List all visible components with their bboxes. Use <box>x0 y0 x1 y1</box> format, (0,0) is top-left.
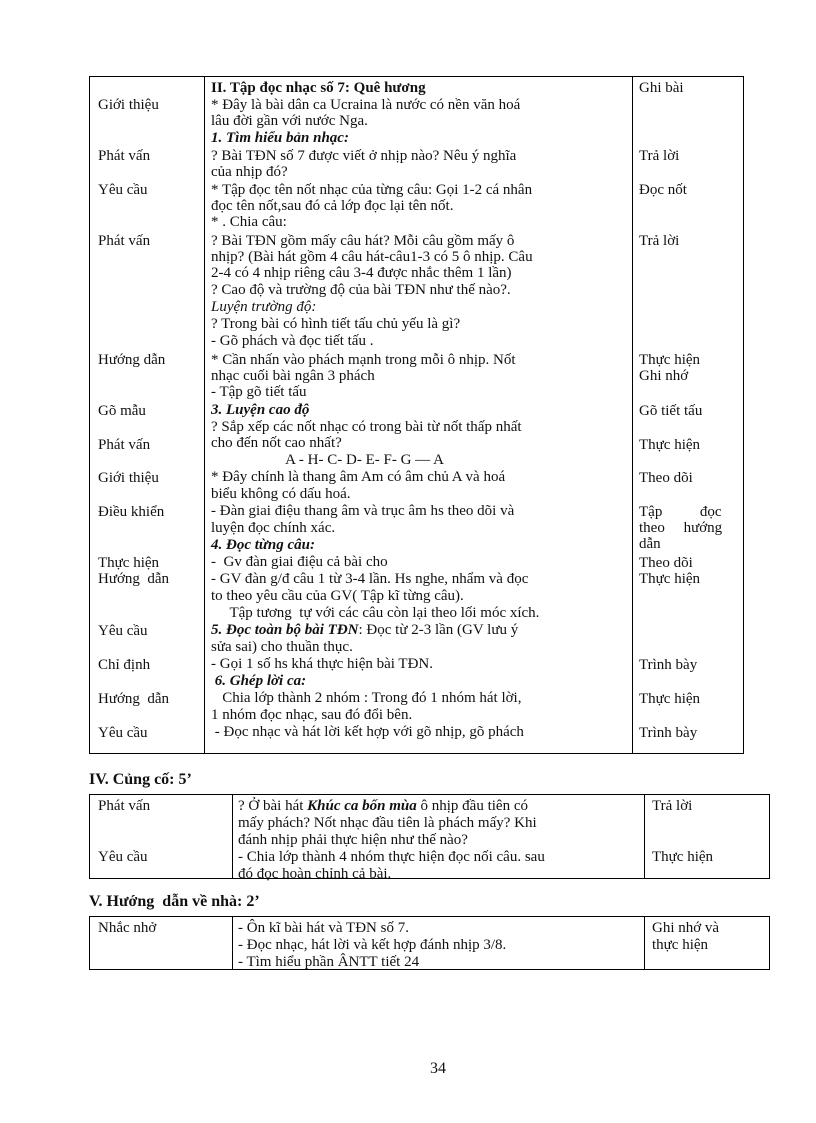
col2-text: - Gõ phách và đọc tiết tấu . <box>211 333 374 349</box>
col2-text: biểu không có dấu hoá. <box>211 486 351 502</box>
col2-text: ? Bài TĐN gồm mấy câu hát? Mỗi câu gồm mấy ô <box>211 233 515 249</box>
col3-text: Ghi bài <box>639 80 684 96</box>
table-divider-2 <box>644 794 645 879</box>
col1-label: Yêu cầu <box>98 725 148 741</box>
col2-text: - GV đàn g/đ câu 1 từ 3-4 lần. Hs nghe, nhẩm và đọc <box>211 571 529 587</box>
col1-label: Phát vấn <box>98 233 151 249</box>
col2-text: Tập tương tự với các câu còn lại theo lối móc xích. <box>211 605 540 621</box>
col2-text: to theo yêu cầu của GV( Tập kĩ từng câu). <box>211 588 464 604</box>
col3-text: Theo dõi <box>639 470 693 486</box>
col1-label: Chỉ định <box>98 657 151 673</box>
col1-label: Giới thiệu <box>98 97 159 113</box>
col2-text: cho đến nốt cao nhất? <box>211 435 342 451</box>
col2-text: Chia lớp thành 2 nhóm : Trong đó 1 nhóm hát lời, <box>211 690 522 706</box>
col2-text: luyện đọc chính xác. <box>211 520 336 536</box>
col2-text-part: ? Ở bài hát <box>238 798 308 814</box>
col2-text: * Tập đọc tên nốt nhạc của từng câu: Gọi 1-2 cá nhân <box>211 182 533 198</box>
col2-text: ? Bài TĐN số 7 được viết ở nhịp nào? Nêu ý nghĩa <box>211 148 517 164</box>
table-border-left <box>89 916 90 970</box>
col3-text: thực hiện <box>652 937 709 953</box>
col2-text: của nhịp đó? <box>211 164 288 180</box>
col1-label: Hướng dẫn <box>98 691 170 707</box>
table-border-top <box>89 916 770 917</box>
col2-text: ? Sắp xếp các nốt nhạc có trong bài từ nốt thấp nhất <box>211 419 522 435</box>
col3-text: Thực hiện <box>639 437 701 453</box>
col3-text: Gõ tiết tấu <box>639 403 703 419</box>
col2-text-mixed <box>238 798 528 814</box>
col2-text: đánh nhịp phải thực hiện như thế nào? <box>238 832 468 848</box>
col1-label: Hướng dẫn <box>98 571 170 587</box>
col3-text: Theo dõi <box>639 555 693 571</box>
col3-text: Ghi nhớ <box>639 368 689 384</box>
pitch-scale: A - H- C- D- E- F- G — A <box>211 452 444 468</box>
col1-label: Yêu cầu <box>98 849 148 865</box>
col2-text: đọc tên nốt,sau đó cả lớp đọc lại tên nốt. <box>211 198 454 214</box>
col3-text: Trả lời <box>639 233 680 249</box>
col2-text: - Đàn giai điệu thang âm và trục âm hs theo dõi và <box>211 503 515 519</box>
section-heading-homework: V. Hướng dẫn về nhà: 2’ <box>89 893 260 910</box>
table-border-left <box>89 794 90 879</box>
col2-text: - Tập gõ tiết tấu <box>211 384 307 400</box>
col2-text: - Đọc nhạc, hát lời và kết hợp đánh nhịp 3/8. <box>238 937 507 953</box>
section-subheading: 4. Đọc từng câu: <box>211 537 315 553</box>
col1-label: Phát vấn <box>98 437 151 453</box>
col1-label: Nhắc nhở <box>98 920 157 936</box>
table-border-left <box>89 76 90 754</box>
col3-text: Thực hiện <box>639 571 701 587</box>
table-border-right <box>769 916 770 970</box>
table-border-right <box>769 794 770 879</box>
col2-text: sửa sai) cho thuần thục. <box>211 639 353 655</box>
table-divider-2 <box>644 916 645 970</box>
col3-text: Thực hiện <box>652 849 714 865</box>
col2-text: - Ôn kĩ bài hát và TĐN số 7. <box>238 920 409 936</box>
col2-text: - Đọc nhạc và hát lời kết hợp với gõ nhịp, gõ phách <box>211 724 524 740</box>
col1-label: Gõ mẫu <box>98 403 146 419</box>
col3-text: Tập đọc <box>639 504 722 520</box>
table-border-right <box>743 76 744 754</box>
section-subheading: 6. Ghép lời ca: <box>211 673 307 689</box>
table-divider-1 <box>204 76 205 754</box>
col3-text: Thực hiện <box>639 352 701 368</box>
col3-text: Trình bày <box>639 657 698 673</box>
section-subheading: 3. Luyện cao độ <box>211 402 310 418</box>
col2-text-mixed <box>211 622 518 638</box>
col2-text-part: ô nhịp đầu tiên có <box>416 798 528 814</box>
table-border-top <box>89 76 744 77</box>
section-subheading: 1. Tìm hiểu bản nhạc: <box>211 130 349 146</box>
col1-label: Thực hiện <box>98 555 160 571</box>
col1-label: Điều khiển <box>98 504 165 520</box>
lesson-heading: II. Tập đọc nhạc số 7: Quê hương <box>211 80 426 96</box>
col1-label: Phát vấn <box>98 148 151 164</box>
col3-text: Ghi nhớ và <box>652 920 720 936</box>
col1-label: Hướng dẫn <box>98 352 166 368</box>
col3-text: Trình bày <box>639 725 698 741</box>
col2-text: - Gv đàn giai điệu cả bài cho <box>211 554 388 570</box>
section-subheading-part: 5. Đọc toàn bộ bài TĐN <box>211 622 359 638</box>
col2-text: 2-4 có 4 nhịp riêng câu 3-4 được nhắc thêm 1 lần) <box>211 265 512 281</box>
col2-text: mấy phách? Nốt nhạc đầu tiên là phách mấy? Khi <box>238 815 537 831</box>
col3-text: dẫn <box>639 536 661 552</box>
col2-text: - Gọi 1 số hs khá thực hiện bài TĐN. <box>211 656 433 672</box>
col2-text: ? Trong bài có hình tiết tấu chủ yếu là gì? <box>211 316 461 332</box>
table-divider-2 <box>632 76 633 754</box>
col2-text: * . Chia câu: <box>211 214 287 230</box>
col1-label: Giới thiệu <box>98 470 159 486</box>
col3-text: Trả lời <box>652 798 693 814</box>
col2-text-italic: Luyện trường độ: <box>211 299 317 315</box>
col2-text-part: : Đọc từ 2-3 lần (GV lưu ý <box>358 622 519 638</box>
table-border-bottom <box>89 969 770 970</box>
section-heading-consolidation: IV. Củng cố: 5’ <box>89 771 192 788</box>
col2-text: 1 nhóm đọc nhạc, sau đó đổi bên. <box>211 707 413 723</box>
col1-label: Yêu cầu <box>98 182 148 198</box>
col3-text: Thực hiện <box>639 691 701 707</box>
col2-text: - Tìm hiểu phần ÂNTT tiết 24 <box>238 954 420 970</box>
col1-label: Phát vấn <box>98 798 151 814</box>
song-title: Khúc ca bốn mùa <box>307 798 417 814</box>
col2-text: * Cần nhấn vào phách mạnh trong mỗi ô nhịp. Nốt <box>211 352 516 368</box>
col3-text: theo hướng <box>639 520 723 536</box>
col2-text: nhịp? (Bài hát gồm 4 câu hát-câu1-3 có 5 ô nhịp. Câu <box>211 249 533 265</box>
col1-label: Yêu cầu <box>98 623 148 639</box>
table-divider-1 <box>232 794 233 879</box>
col2-text: đó đọc hoàn chỉnh cả bài. <box>238 866 392 882</box>
table-border-top <box>89 794 770 795</box>
table-divider-1 <box>232 916 233 970</box>
col3-text: Đọc nốt <box>639 182 687 198</box>
col3-text: Trả lời <box>639 148 680 164</box>
col2-text: ? Cao độ và trường độ của bài TĐN như thế nào?. <box>211 282 511 298</box>
col2-text: * Đây là bài dân ca Ucraina là nước có nền văn hoá <box>211 97 521 113</box>
col2-text: nhạc cuối bài ngân 3 phách <box>211 368 375 384</box>
page-number: 34 <box>430 1060 446 1077</box>
col2-text: - Chia lớp thành 4 nhóm thực hiện đọc nối câu. sau <box>238 849 545 865</box>
table-border-bottom <box>89 878 770 879</box>
col2-text: * Đây chính là thang âm Am có âm chủ A và hoá <box>211 469 506 485</box>
table-border-bottom <box>89 753 744 754</box>
col2-text: lâu đời gần với nước Nga. <box>211 113 368 129</box>
